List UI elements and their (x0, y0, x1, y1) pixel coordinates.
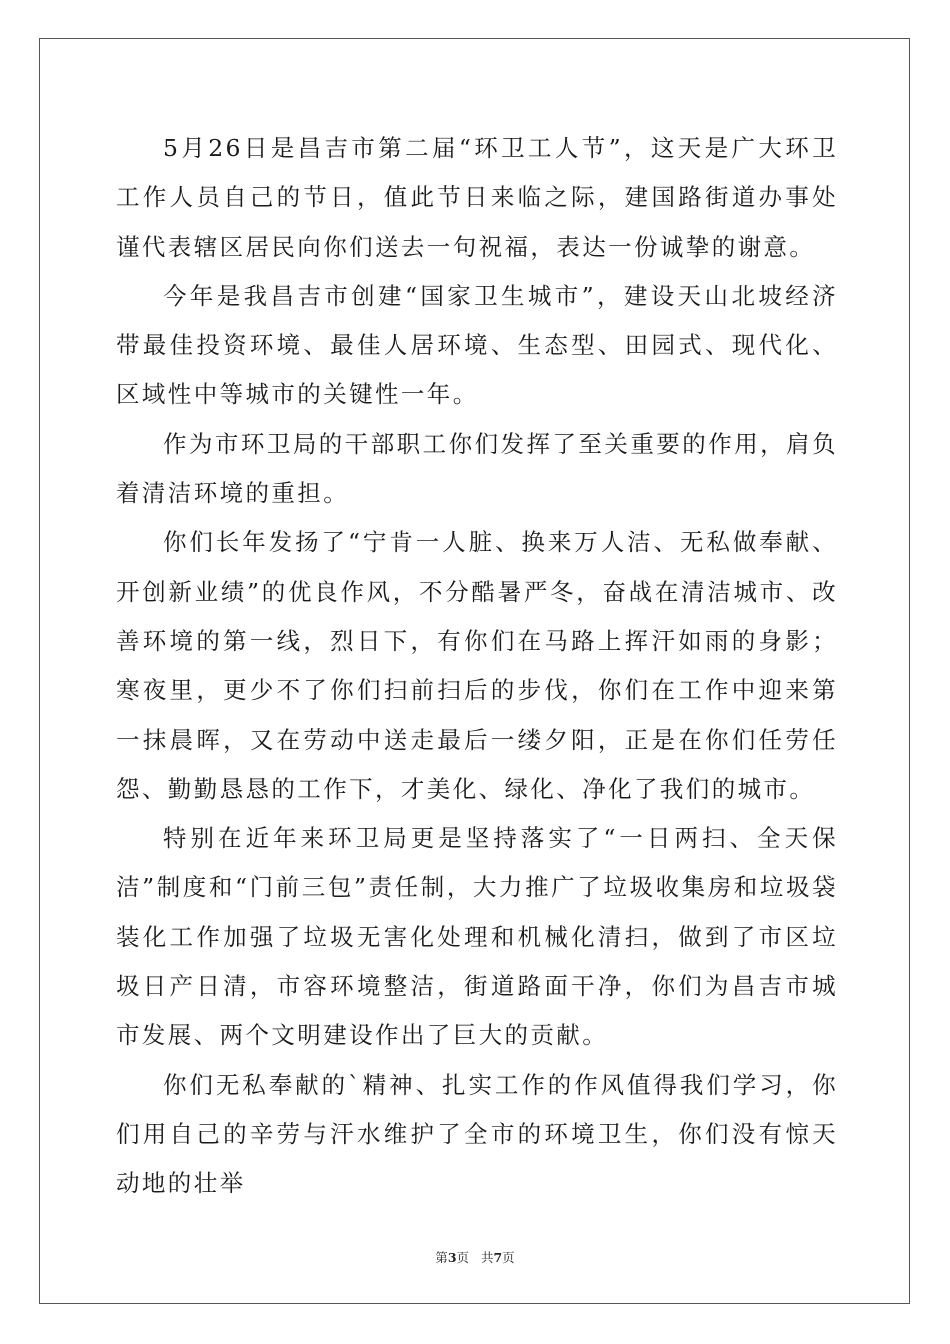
paragraph: 你们无私奉献的`精神、扎实工作的作风值得我们学习，你们用自己的辛劳与汗水维护了全市的环境卫生，你们没有惊天动地的壮举 (116, 1070, 838, 1198)
page-footer (0, 1248, 950, 1266)
document-body (116, 124, 838, 1209)
page-number (435, 1250, 469, 1265)
page-suffix: 页 (456, 1250, 470, 1265)
current-page: 3 (447, 1250, 457, 1265)
page-prefix: 第 (435, 1250, 448, 1265)
paragraph: 你们长年发扬了“宁肯一人脏、换来万人洁、无私做奉献、开创新业绩”的优良作风，不分酷暑严冬，奋战在清洁城市、改善环境的第一线，烈日下，有你们在马路上挥汗如雨的身影；寒夜里，更少不了你们扫前扫后的步伐，你们在工作中迎来第一抹晨晖，又在劳动中送走最后一缕夕阳，正是在你们任劳任怨、勤勤恳恳的工作下，才美化、绿化、净化了我们的城市。 (116, 528, 838, 803)
paragraph: 作为市环卫局的干部职工你们发挥了至关重要的作用，肩负着清洁环境的重担。 (116, 429, 838, 508)
paragraph: 今年是我昌吉市创建“国家卫生城市”，建设天山北坡经济带最佳投资环境、最佳人居环境、生态型、田园式、现代化、区域性中等城市的关键性一年。 (116, 281, 838, 409)
paragraph: 特别在近年来环卫局更是坚持落实了“一日两扫、全天保洁”制度和“门前三包”责任制，大力推广了垃圾收集房和垃圾袋装化工作加强了垃圾无害化处理和机械化清扫，做到了市区垃圾日产日清，市容环境整洁，街道路面干净，你们为昌吉市城市发展、两个文明建设作出了巨大的贡献。 (116, 824, 838, 1050)
total-pages: 7 (493, 1250, 503, 1265)
paragraph: 5月26日是昌吉市第二届“环卫工人节”，这天是广大环卫工作人员自己的节日，值此节日来临之际，建国路街道办事处谨代表辖区居民向你们送去一句祝福，表达一份诚挚的谢意。 (116, 134, 838, 261)
total-suffix: 页 (502, 1250, 515, 1265)
total-prefix: 共 (480, 1250, 494, 1265)
page-total (481, 1250, 515, 1265)
